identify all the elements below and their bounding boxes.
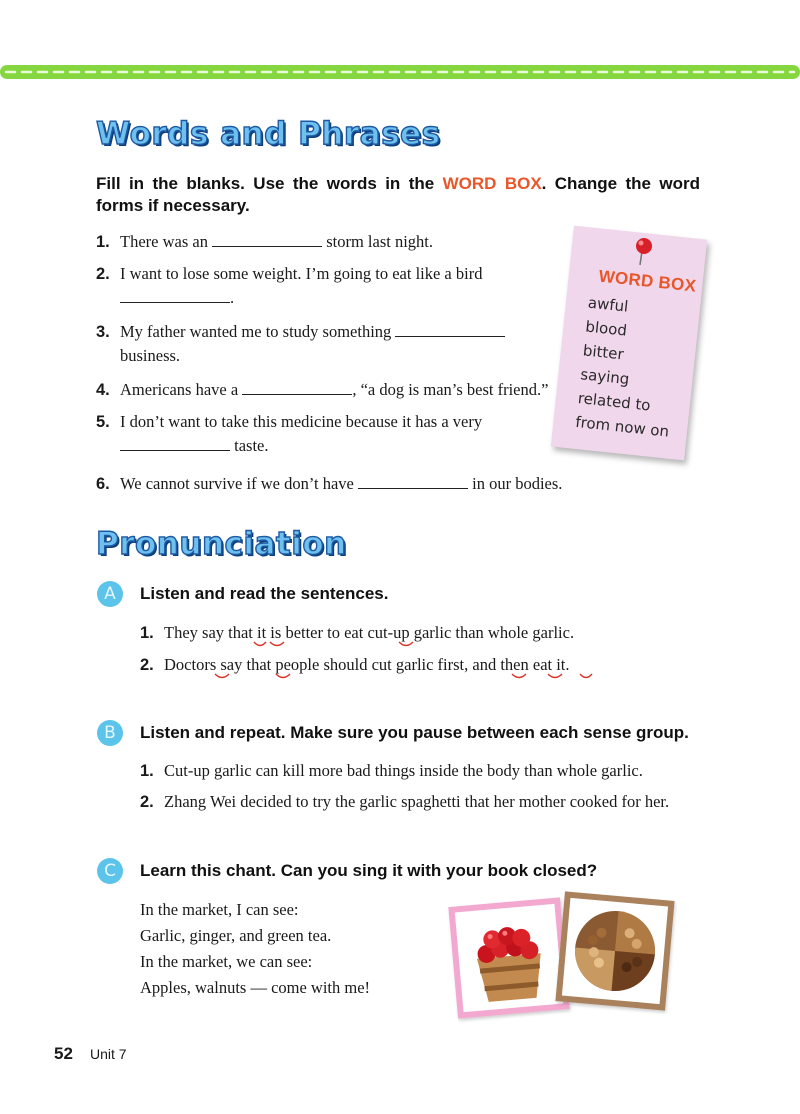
- part-a-sentence-2: 2. Doctors say that people should cut garlic first, and then eat it.: [140, 655, 570, 674]
- question-4: 4. Americans have a , “a dog is man’s best friend.”: [96, 380, 549, 399]
- question-3: 3. My father wanted me to study something business.: [96, 320, 505, 368]
- part-a-instruction: Listen and read the sentences.: [140, 584, 389, 603]
- linking-mark: [212, 672, 242, 682]
- linking-marks: [250, 640, 310, 650]
- pushpin-icon: [630, 235, 660, 269]
- top-decorative-stripe: [0, 62, 800, 82]
- instruction-text: Fill in the blanks. Use the words in the WORD BOX. Change the word forms if necessary.: [96, 174, 701, 215]
- question-5: 5. I don’t want to take this medicine because it has a very taste.: [96, 412, 483, 455]
- word-box-item: bitter: [582, 341, 625, 364]
- word-box-title: WORD BOX: [597, 266, 698, 296]
- part-a-sentence-1: 1. They say that it is better to eat cut-up garlic than whole garlic.: [140, 623, 575, 642]
- word-box-item: blood: [584, 317, 628, 340]
- part-a-badge: A: [97, 581, 123, 607]
- apples-basket-photo: [448, 897, 569, 1018]
- answer-blank[interactable]: [395, 321, 505, 337]
- section-heading-words-and-phrases: Words and Phrases: [96, 116, 441, 152]
- answer-blank[interactable]: [120, 435, 230, 451]
- part-c-instruction: Learn this chant. Can you sing it with your book closed?: [140, 861, 598, 880]
- word-box-item: related to: [577, 389, 652, 415]
- part-b-sentence-1: 1. Cut-up garlic can kill more bad things inside the body than whole garlic.: [140, 761, 643, 780]
- answer-blank[interactable]: [358, 473, 468, 489]
- page-number: 52: [54, 1044, 73, 1063]
- part-b-badge: B: [97, 720, 123, 746]
- walnuts-nuts-photo: [555, 891, 674, 1010]
- chant-line: Garlic, ginger, and green tea.: [140, 926, 332, 945]
- part-c-badge: C: [97, 858, 123, 884]
- question-1: 1. There was an storm last night.: [96, 232, 434, 251]
- word-box-item: saying: [579, 365, 631, 389]
- question-6: 6. We cannot survive if we don’t have in our bodies.: [96, 474, 563, 493]
- part-b-sentence-2: 2. Zhang Wei decided to try the garlic spaghetti that her mother cooked for her.: [140, 792, 670, 811]
- chant-line: Apples, walnuts — come with me!: [140, 978, 371, 997]
- answer-blank[interactable]: [120, 287, 230, 303]
- word-box-item: awful: [587, 293, 630, 316]
- word-box-note: [551, 226, 707, 461]
- word-box-reference: WORD BOX: [442, 174, 542, 193]
- word-box-item: from now on: [574, 412, 670, 441]
- answer-blank[interactable]: [212, 231, 322, 247]
- question-2: 2. I want to lose some weight. I’m going to eat like a bird .: [96, 264, 483, 307]
- chant-line: In the market, we can see:: [140, 952, 313, 971]
- linking-mark: [273, 672, 303, 682]
- unit-label: Unit 7: [90, 1046, 127, 1062]
- chant-line: In the market, I can see:: [140, 900, 299, 919]
- section-heading-pronunciation: Pronunciation: [96, 526, 347, 562]
- answer-blank[interactable]: [242, 379, 352, 395]
- linking-marks: [508, 672, 598, 682]
- linking-mark: [395, 640, 425, 650]
- part-b-instruction: Listen and repeat. Make sure you pause between each sense group.: [140, 723, 689, 742]
